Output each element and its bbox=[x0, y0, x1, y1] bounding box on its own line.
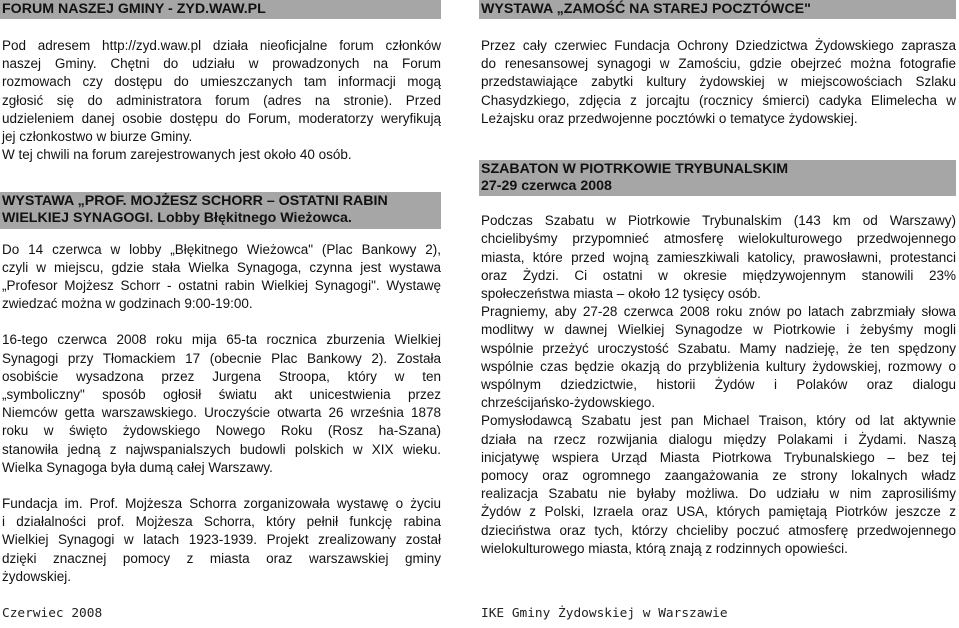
paragraph-line: Żydów z Polski, Izraela oraz USA, których pamiętają Piotrków jeszcze z bbox=[481, 504, 956, 520]
paragraph-line: Do 14 czerwca w lobby „Błękitnego Wieżowca" (Plac Bankowy 2), bbox=[2, 241, 441, 257]
schorr-paragraph-3 bbox=[0, 495, 441, 586]
heading-line: SZABATON W PIOTRKOWIE TRYBUNALSKIM bbox=[481, 161, 789, 178]
paragraph-line: czyli w miejscu, gdzie stała Wielka Synagoga, czynna jest wystawa bbox=[2, 259, 441, 275]
paragraph-line: Chasydzkiego, zdjęcia z jorcajtu (rocznicy śmierci) cadyka Elimelecha w bbox=[481, 92, 956, 108]
schorr-paragraph-2 bbox=[0, 331, 441, 477]
sabbath-heading bbox=[479, 160, 956, 196]
heading-line: 27-29 czerwca 2008 bbox=[481, 177, 612, 194]
paragraph-line: Podczas Szabatu w Piotrkowie Trybunalskim (143 km od Warszawy) bbox=[481, 213, 956, 229]
forum-line: Pod adresem http://zyd.waw.pl działa nieoficjalne forum członków bbox=[2, 38, 441, 53]
paragraph-line: modlitwy w dawnej Wielkiej Synagodze w Piotrkowie i żebyśmy mogli bbox=[481, 322, 956, 338]
paragraph-line: dzieciństwa oraz tych, którzy chcieliby poczuć atmosferę przedwojennego bbox=[481, 522, 956, 538]
forum-line: udzieleniem danej osobie dostępu do Forum, moderatorzy weryfikują bbox=[2, 110, 441, 126]
paragraph-line: żydowskiej. bbox=[2, 568, 72, 584]
paragraph-line: stanowiła jedną z najwspanialszych budowli polskich w XIX wieku. bbox=[2, 441, 441, 457]
paragraph-line: Pragniemy, aby 27-28 czerwca 2008 roku znów po latach zabrzmiały słowa bbox=[481, 304, 956, 320]
paragraph-line: wspólnie przeżyć uroczystość Szabatu. Mamy nadzieję, że ten spędzony bbox=[481, 340, 956, 356]
paragraph-line: „Profesor Mojżesz Schorr - ostatni rabin Wielkiej Synagogi". Wystawę bbox=[2, 278, 441, 294]
sabbath-paragraph-3 bbox=[479, 412, 956, 558]
paragraph-line: oraz Żydzi. Ci ostatni w okresie międzywojennym stanowili 23% bbox=[481, 267, 956, 283]
paragraph-line: Wielkiej Synagogi w latach 1923-1939. Projekt zrealizowany został bbox=[2, 532, 441, 548]
heading-line: WYSTAWA „PROF. MOJŻESZ SCHORR – OSTATNI RABIN bbox=[2, 193, 388, 210]
paragraph-line: chrześcijańsko-żydowskiego. bbox=[481, 395, 656, 411]
paragraph-line: działa na rzecz rozwijania dialogu między Polakami i Żydami. Naszą bbox=[481, 431, 956, 447]
footer-date: Czerwiec 2008 bbox=[2, 606, 103, 621]
paragraph-line: 16-tego czerwca 2008 roku mija 65-ta rocznica zburzenia Wielkiej bbox=[2, 332, 441, 348]
paragraph-line: osobiście wysadzona przez Jurgena Stroopa, który w ten bbox=[2, 368, 441, 384]
paragraph-line: Wielka Synagoga była dumą całej Warszawy. bbox=[2, 459, 273, 475]
right-column bbox=[479, 0, 956, 558]
paragraph-line: roku w święto żydowskiego Nowego Roku (Rosz ha-Szana) bbox=[2, 423, 441, 439]
paragraph-line: Synagogi przy Tłomackiem 17 (obecnie Plac Bankowy 2). Została bbox=[2, 350, 441, 366]
paragraph-line: wspólnie czas będzie okazją do przybliżenia kultury żydowskiej, rozmowy o bbox=[481, 358, 956, 374]
forum-line: zgłosić się do administratora forum (adres na stronie). Przed bbox=[2, 92, 441, 108]
paragraph-line: Pomysłodawcą Szabatu jest pan Michael Traison, który od lat aktywnie bbox=[481, 413, 956, 429]
sabbath-paragraph-2 bbox=[479, 303, 956, 412]
paragraph-line: miasta, które przed wojną zamieszkiwali katolicy, prawosławni, protestanci bbox=[481, 249, 956, 265]
forum-heading: FORUM NASZEJ GMINY - ZYD.WAW.PL bbox=[0, 0, 441, 19]
paragraph-line: Leżajsku oraz przedwojenne pocztówki o tematyce żydowskiej. bbox=[481, 110, 858, 126]
zamosc-exhibition-heading: WYSTAWA „ZAMOŚĆ NA STAREJ POCZTÓWCE" bbox=[479, 0, 956, 19]
paragraph-line: realizacja Szabatu nie byłaby możliwa. Do udziału w nim zaprosiliśmy bbox=[481, 486, 956, 502]
paragraph-line: Niemców getta warszawskiego. Uroczyście otwarta 26 września 1878 bbox=[2, 405, 441, 421]
left-column bbox=[0, 0, 441, 586]
schorr-exhibition-heading bbox=[0, 192, 441, 228]
zamosc-paragraph bbox=[479, 37, 956, 128]
forum-paragraph bbox=[0, 37, 441, 164]
paragraph-line: dzięki znacznej pomocy z miasta oraz warszawskiej gminy bbox=[2, 550, 441, 566]
paragraph-line: inicjatywę wspiera Urząd Miasta Piotrkowa Trybunalskiego – bez tej bbox=[481, 449, 956, 465]
paragraph-line: społeczeństwa miasta – około 12 tysięcy osób. bbox=[481, 286, 761, 302]
paragraph-line: chcielibyśmy przypomnieć atmosferę wielokulturowego przedwojennego bbox=[481, 231, 956, 247]
paragraph-line: i działalności prof. Mojżesza Schorra, który pełnił funkcję rabina bbox=[2, 514, 441, 530]
sabbath-paragraph-1 bbox=[479, 212, 956, 303]
forum-line: naszej Gminy. Chętni do udziału w prowadzonych na Forum bbox=[2, 56, 441, 72]
paragraph-line: pomocy oraz ogromnego zaangażowania ze strony lokalnych władz bbox=[481, 468, 956, 484]
paragraph-line: Przez cały czerwiec Fundacja Ochrony Dziedzictwa Żydowskiego zaprasza bbox=[481, 38, 956, 53]
schorr-paragraph-1 bbox=[0, 241, 441, 314]
paragraph-line: Fundacja im. Prof. Mojżesza Schorra zorganizowała wystawę o życiu bbox=[2, 496, 441, 512]
paragraph-line: „symboliczny" sposób ogłosił światu akt unicestwienia przez bbox=[2, 387, 441, 403]
paragraph-line: wspólnym dziedzictwie, historii Żydów i Polaków oraz dialogu bbox=[481, 377, 956, 393]
paragraph-line: wielokulturowego miasta, którą znają z rodzinnych opowieści. bbox=[481, 540, 848, 556]
forum-line: W tej chwili na forum zarejestrowanych jest około 40 osób. bbox=[2, 147, 352, 163]
heading-line: WIELKIEJ SYNAGOGI. Lobby Błękitnego Wieżowca. bbox=[2, 210, 352, 227]
paragraph-line: do renesansowej synagogi w Zamościu, gdzie obejrzeć można fotografie bbox=[481, 56, 956, 72]
paragraph-line: przedstawiające zabytki kultury żydowskiej w miejscowościach Szlaku bbox=[481, 74, 956, 90]
forum-line: jej członkostwo w biurze Gminy. bbox=[2, 129, 193, 145]
footer-publisher: IKE Gminy Żydowskiej w Warszawie bbox=[481, 606, 728, 621]
forum-line: rozmowach czy dostępu do umieszczanych tam informacji mogą bbox=[2, 74, 441, 90]
paragraph-line: zwiedzać można w godzinach 9:00-19:00. bbox=[2, 296, 253, 312]
